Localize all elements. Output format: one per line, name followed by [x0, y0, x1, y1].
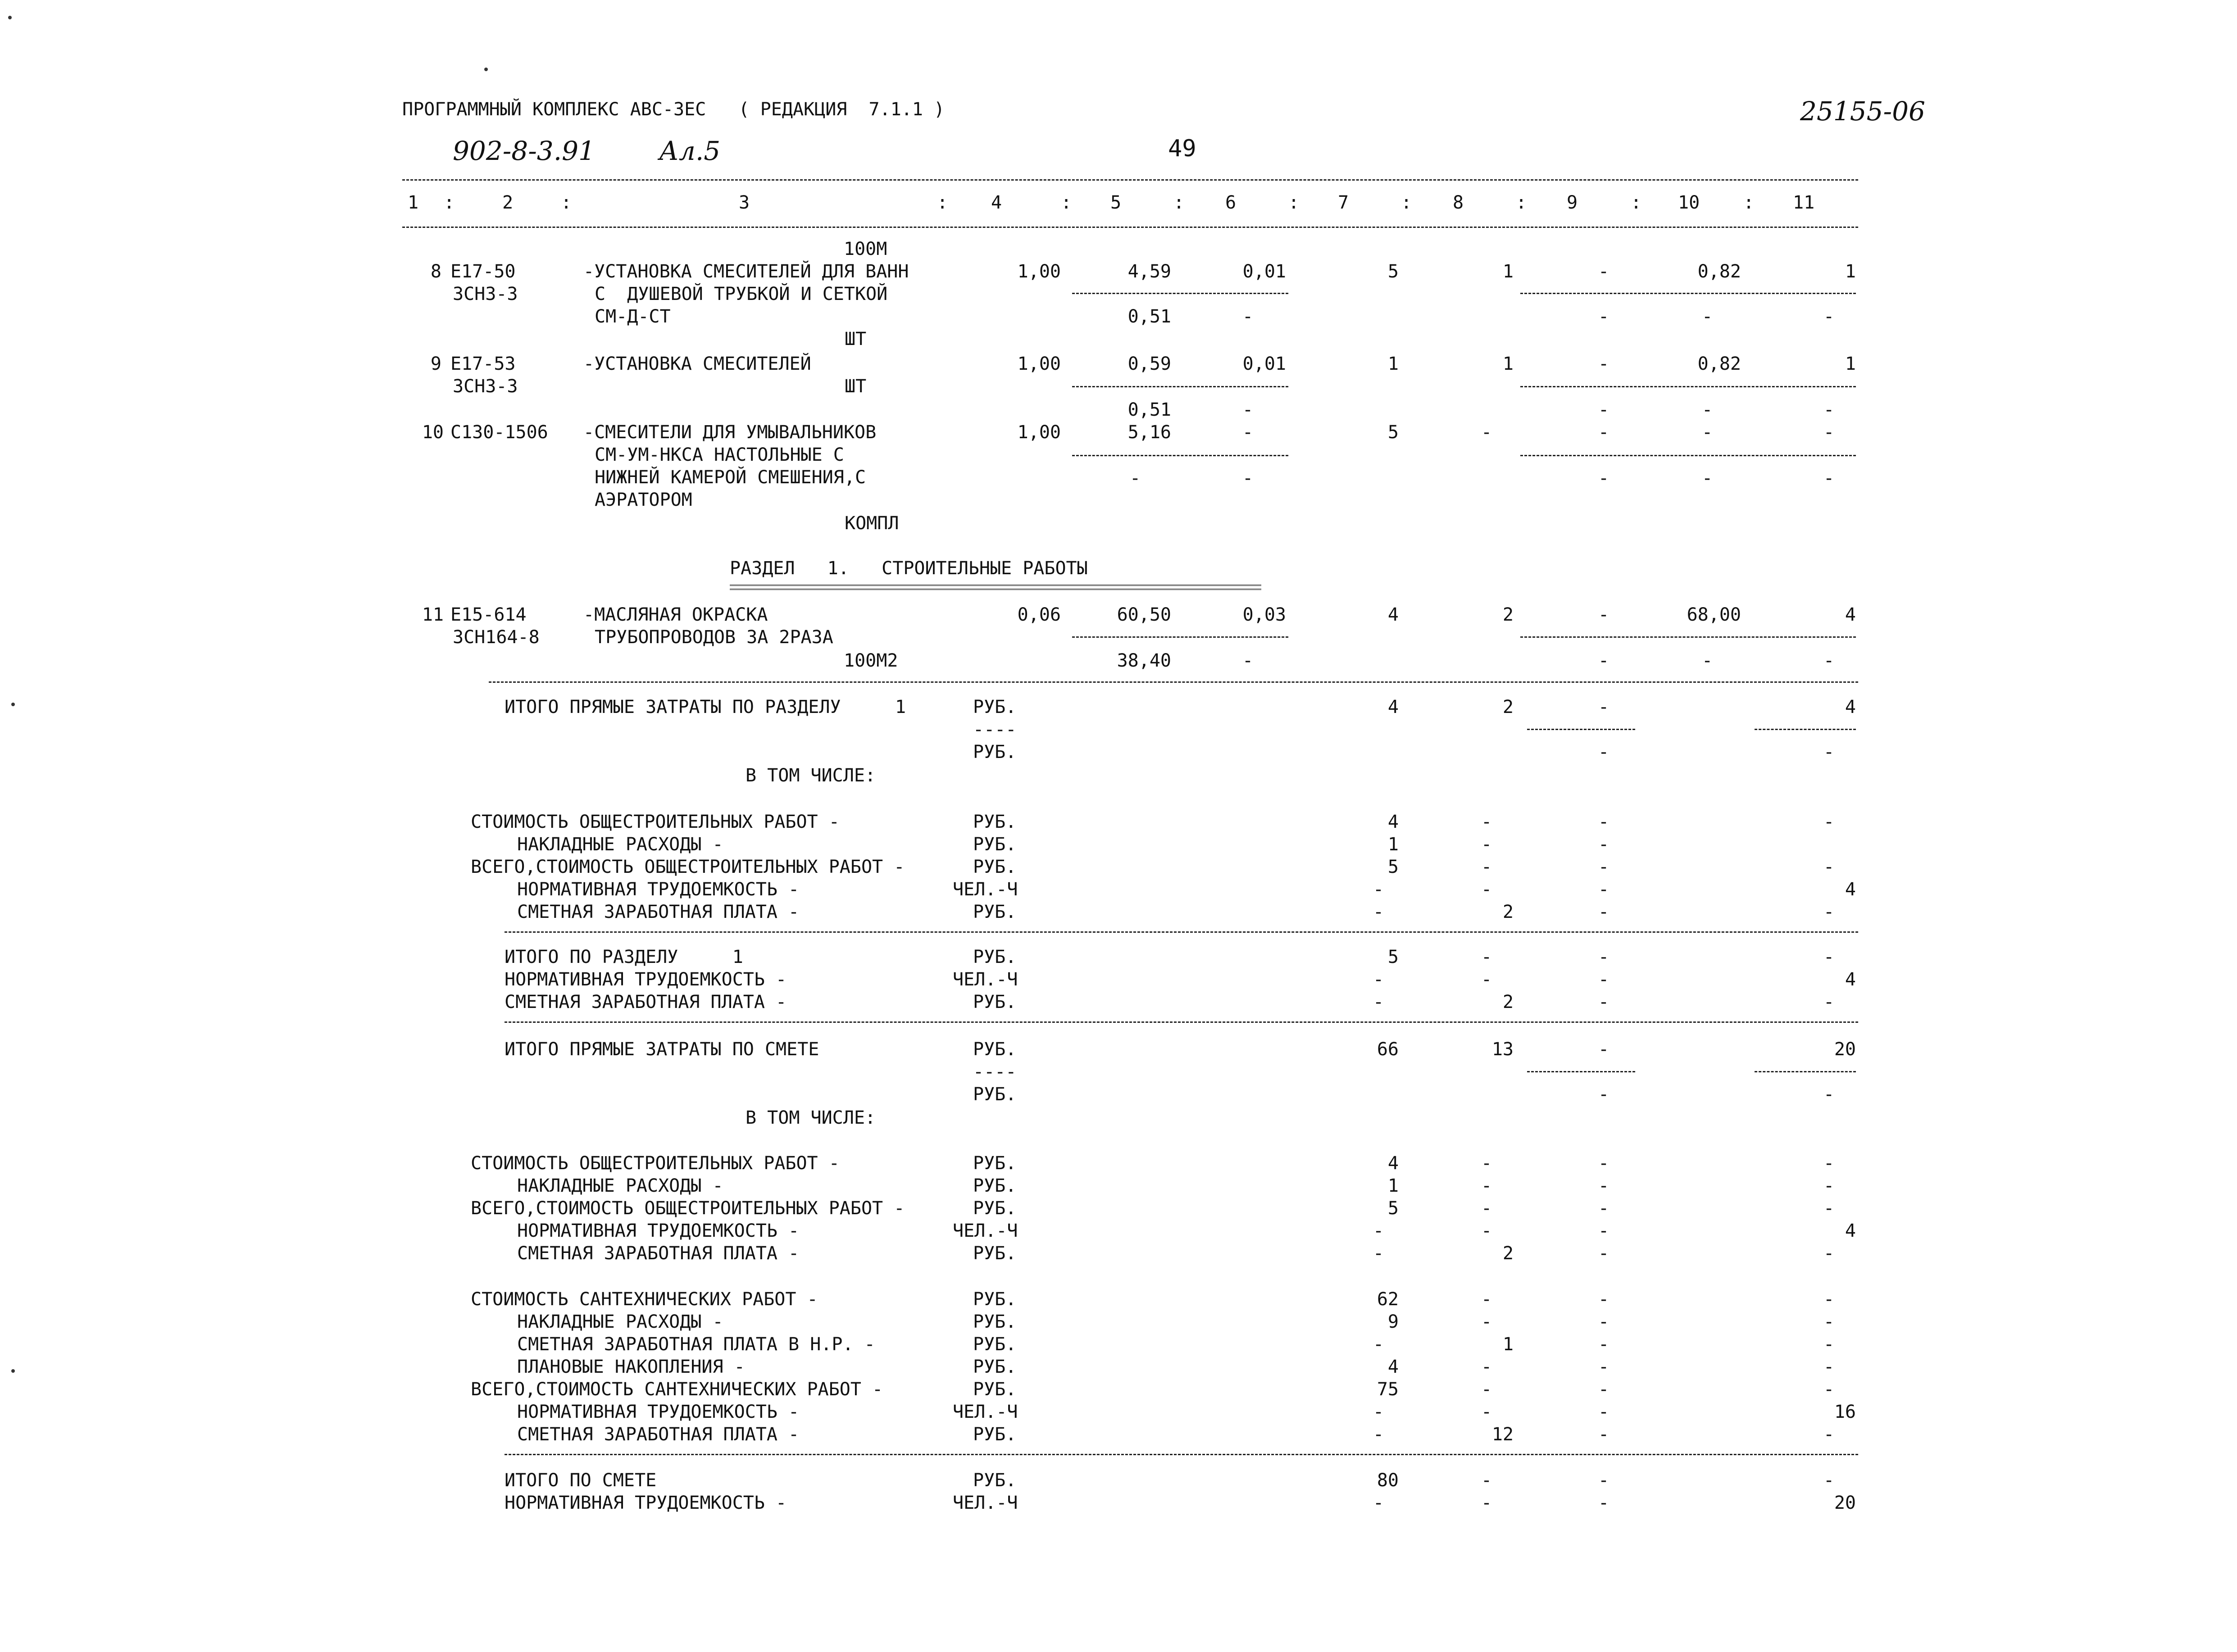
col-4: 4 [991, 192, 1002, 213]
value: - [1373, 879, 1384, 900]
rule [505, 931, 1858, 933]
cell-5: 0,51 [1128, 306, 1171, 327]
unit-rule: ---- [973, 719, 1017, 740]
sub-rule [1520, 386, 1856, 387]
cell-6: - [1242, 650, 1254, 671]
in-that-number: В ТОМ ЧИСЛЕ: [746, 765, 876, 786]
unit: РУБ. [973, 1175, 1017, 1196]
value: - [1598, 1198, 1610, 1219]
value: - [1823, 1243, 1835, 1264]
cell-11: 1 [1845, 261, 1856, 282]
row-code2: ЗСН3-3 [453, 284, 518, 304]
unit: ШТ [845, 329, 867, 349]
value: - [1481, 1153, 1492, 1174]
value: 5 [1387, 857, 1399, 877]
row-name: ТРУБОПРОВОДОВ ЗА 2РАЗА [595, 627, 833, 648]
unit: РУБ. [973, 1243, 1017, 1264]
value: - [1481, 1470, 1492, 1491]
value: - [1373, 1221, 1384, 1241]
cell-6: - [1242, 306, 1254, 327]
sub-rule [1527, 1071, 1635, 1072]
unit: РУБ. [973, 812, 1017, 832]
col-6: 6 [1225, 192, 1237, 213]
scan-speck [484, 68, 488, 71]
value: - [1823, 1198, 1835, 1219]
value: 4 [1387, 812, 1399, 832]
value: - [1373, 902, 1384, 922]
unit: ЧЕЛ.-Ч [953, 969, 1018, 990]
unit: РУБ. [973, 697, 1017, 717]
value: - [1481, 1175, 1492, 1196]
value: 2 [1502, 697, 1514, 717]
cell-5: - [1129, 468, 1141, 489]
value: 2 [1502, 1243, 1514, 1264]
value: - [1481, 857, 1492, 877]
col-10: 10 [1678, 192, 1700, 213]
col-9: 9 [1567, 192, 1578, 213]
value: 9 [1387, 1312, 1399, 1332]
cell-6: 0,01 [1242, 354, 1286, 374]
col-7: 7 [1338, 192, 1349, 213]
unit: РУБ. [973, 1312, 1017, 1332]
scan-speck [11, 1369, 15, 1373]
value: - [1373, 1334, 1384, 1355]
cell-9: - [1598, 468, 1610, 489]
value: - [1598, 1470, 1610, 1491]
summary-label: СТОИМОСТЬ ОБЩЕСТРОИТЕЛЬНЫХ РАБОТ - [471, 812, 840, 832]
project-code: 902-8-3.91 [453, 136, 595, 166]
rule [505, 1454, 1858, 1455]
col-11: 11 [1793, 192, 1815, 213]
cell-7: 4 [1387, 604, 1399, 625]
unit: РУБ. [973, 1039, 1017, 1060]
document-number: 25155-06 [1800, 96, 1925, 127]
summary-label: СТОИМОСТЬ САНТЕХНИЧЕСКИХ РАБОТ - [471, 1289, 818, 1310]
value: - [1598, 902, 1610, 922]
summary-label: ВСЕГО,СТОИМОСТЬ САНТЕХНИЧЕСКИХ РАБОТ - [471, 1379, 883, 1400]
value: 4 [1845, 1221, 1856, 1241]
cell-5: 4,59 [1128, 261, 1171, 282]
value: - [1481, 812, 1492, 832]
summary-label: ИТОГО ПО РАЗДЕЛУ 1 [505, 947, 743, 967]
unit: 100М2 [844, 650, 898, 671]
value: - [1823, 1175, 1835, 1196]
value: - [1373, 992, 1384, 1012]
value: 1 [1502, 1334, 1514, 1355]
row-num: 8 [430, 261, 441, 282]
row-name: СМ-УМ-НКСА НАСТОЛЬНЫЕ С [595, 445, 844, 465]
value: - [1823, 1334, 1835, 1355]
value: - [1373, 1402, 1384, 1422]
unit: РУБ. [973, 1424, 1017, 1445]
cell-4: 1,00 [1017, 261, 1061, 282]
cell-9: - [1598, 306, 1610, 327]
unit: РУБ. [973, 834, 1017, 855]
row-name: -МАСЛЯНАЯ ОКРАСКА [583, 604, 768, 625]
summary-label: ВСЕГО,СТОИМОСТЬ ОБЩЕСТРОИТЕЛЬНЫХ РАБОТ - [471, 857, 905, 877]
unit: РУБ. [973, 902, 1017, 922]
row-name: С ДУШЕВОЙ ТРУБКОЙ И СЕТКОЙ [595, 284, 888, 304]
value: - [1598, 947, 1610, 967]
row-name: НИЖНЕЙ КАМЕРОЙ СМЕШЕНИЯ,С [595, 467, 866, 488]
unit: РУБ. [973, 947, 1017, 967]
unit: РУБ. [973, 1289, 1017, 1310]
value: 5 [1387, 1198, 1399, 1219]
summary-label: СМЕТНАЯ ЗАРАБОТНАЯ ПЛАТА - [505, 992, 787, 1012]
unit: ЧЕЛ.-Ч [953, 1402, 1018, 1422]
cell-7: 5 [1387, 422, 1399, 443]
value: - [1481, 879, 1492, 900]
section-title: РАЗДЕЛ 1. СТРОИТЕЛЬНЫЕ РАБОТЫ [730, 558, 1088, 579]
col-sep: : [1173, 192, 1185, 213]
sub-rule [1072, 455, 1288, 456]
cell-10: - [1701, 306, 1713, 327]
cell-11: 1 [1845, 354, 1856, 374]
cell-11: - [1823, 468, 1835, 489]
value: - [1598, 1084, 1610, 1105]
unit: РУБ. [973, 1379, 1017, 1400]
header-rule-top [402, 179, 1858, 181]
value: 12 [1491, 1424, 1514, 1445]
sub-rule [1520, 455, 1856, 456]
summary-label: НАКЛАДНЫЕ РАСХОДЫ - [517, 834, 723, 855]
summary-label: СТОИМОСТЬ ОБЩЕСТРОИТЕЛЬНЫХ РАБОТ - [471, 1153, 840, 1174]
cell-8: 1 [1502, 354, 1514, 374]
value: - [1823, 1357, 1835, 1377]
summary-label: НАКЛАДНЫЕ РАСХОДЫ - [517, 1175, 723, 1196]
value: - [1598, 1312, 1610, 1332]
value: 66 [1377, 1039, 1399, 1060]
cell-11: 4 [1845, 604, 1856, 625]
col-sep: : [1061, 192, 1072, 213]
summary-label: ПЛАНОВЫЕ НАКОПЛЕНИЯ - [517, 1357, 745, 1377]
in-that-number: В ТОМ ЧИСЛЕ: [746, 1107, 876, 1128]
cell-7: 1 [1387, 354, 1399, 374]
value: - [1598, 697, 1610, 717]
summary-label: СМЕТНАЯ ЗАРАБОТНАЯ ПЛАТА В Н.Р. - [517, 1334, 875, 1355]
value: - [1598, 1289, 1610, 1310]
cell-6: 0,01 [1242, 261, 1286, 282]
summary-label: НОРМАТИВНАЯ ТРУДОЕМКОСТЬ - [517, 1221, 800, 1241]
cell-4: 1,00 [1017, 354, 1061, 374]
value: 75 [1377, 1379, 1399, 1400]
cell-9: - [1598, 354, 1610, 374]
value: 4 [1845, 969, 1856, 990]
unit: РУБ. [973, 1470, 1017, 1491]
cell-6: 0,03 [1242, 604, 1286, 625]
unit: РУБ. [973, 742, 1017, 762]
summary-label: НАКЛАДНЫЕ РАСХОДЫ - [517, 1312, 723, 1332]
cell-5: 0,59 [1128, 354, 1171, 374]
value: - [1598, 969, 1610, 990]
scan-speck [8, 16, 12, 19]
summary-label: ВСЕГО,СТОИМОСТЬ ОБЩЕСТРОИТЕЛЬНЫХ РАБОТ - [471, 1198, 905, 1219]
cell-6: - [1242, 468, 1254, 489]
col-sep: : [1631, 192, 1642, 213]
summary-label: СМЕТНАЯ ЗАРАБОТНАЯ ПЛАТА - [517, 1243, 800, 1264]
unit: 100М [844, 239, 887, 259]
value: - [1481, 1379, 1492, 1400]
unit-rule: ---- [973, 1062, 1017, 1082]
col-sep: : [1288, 192, 1300, 213]
row-code2: ЗСН164-8 [453, 627, 540, 648]
row-num: 11 [422, 604, 444, 625]
summary-label: СМЕТНАЯ ЗАРАБОТНАЯ ПЛАТА - [517, 1424, 800, 1445]
sub-rule [1520, 636, 1856, 638]
cell-6: - [1242, 399, 1254, 420]
cell-9: - [1598, 604, 1610, 625]
value: - [1598, 834, 1610, 855]
unit: ЧЕЛ.-Ч [953, 879, 1018, 900]
sub-rule [1072, 293, 1288, 294]
value: - [1598, 1243, 1610, 1264]
cell-4: 0,06 [1017, 604, 1061, 625]
value: - [1373, 969, 1384, 990]
value: 2 [1502, 992, 1514, 1012]
value: - [1598, 1493, 1610, 1513]
cell-5: 5,16 [1128, 422, 1171, 443]
col-3: 3 [739, 192, 750, 213]
cell-5: 38,40 [1117, 650, 1171, 671]
value: - [1823, 1424, 1835, 1445]
value: - [1823, 1379, 1835, 1400]
col-sep: : [1401, 192, 1412, 213]
summary-label: ИТОГО ПРЯМЫЕ ЗАТРАТЫ ПО РАЗДЕЛУ 1 [505, 697, 906, 717]
value: - [1598, 1357, 1610, 1377]
value: - [1823, 812, 1835, 832]
value: - [1598, 879, 1610, 900]
value: 2 [1502, 902, 1514, 922]
cell-10: - [1701, 399, 1713, 420]
row-num: 10 [422, 422, 444, 443]
row-name: -УСТАНОВКА СМЕСИТЕЛЕЙ ДЛЯ ВАНН [583, 261, 909, 282]
value: 20 [1834, 1039, 1856, 1060]
sub-rule [1527, 729, 1635, 730]
cell-4: 1,00 [1017, 422, 1061, 443]
col-8: 8 [1453, 192, 1464, 213]
unit: РУБ. [973, 1334, 1017, 1355]
value: 4 [1387, 697, 1399, 717]
cell-10: - [1701, 650, 1713, 671]
value: - [1598, 1334, 1610, 1355]
value: - [1598, 1402, 1610, 1422]
value: - [1373, 1243, 1384, 1264]
cell-11: - [1823, 399, 1835, 420]
value: 1 [1387, 834, 1399, 855]
sub-rule [1520, 293, 1856, 294]
value: 1 [1387, 1175, 1399, 1196]
unit: РУБ. [973, 992, 1017, 1012]
value: 5 [1387, 947, 1399, 967]
album-label: Ал.5 [659, 136, 721, 166]
col-1: 1 [408, 192, 419, 213]
cell-9: - [1598, 399, 1610, 420]
cell-9: - [1598, 261, 1610, 282]
unit: КОМПЛ [845, 513, 899, 534]
unit: ЧЕЛ.-Ч [953, 1493, 1018, 1513]
col-sep: : [1743, 192, 1755, 213]
value: - [1481, 1289, 1492, 1310]
value: - [1598, 742, 1610, 762]
unit: ЧЕЛ.-Ч [953, 1221, 1018, 1241]
value: - [1481, 1357, 1492, 1377]
summary-label: ИТОГО ПРЯМЫЕ ЗАТРАТЫ ПО СМЕТЕ [505, 1039, 819, 1060]
value: - [1598, 1424, 1610, 1445]
value: - [1481, 1312, 1492, 1332]
value: - [1823, 1153, 1835, 1174]
cell-5: 60,50 [1117, 604, 1171, 625]
value: 62 [1377, 1289, 1399, 1310]
value: - [1823, 857, 1835, 877]
value: 16 [1834, 1402, 1856, 1422]
value: - [1481, 1493, 1492, 1513]
value: - [1373, 1493, 1384, 1513]
section-underline [730, 585, 1261, 590]
cell-8: - [1481, 422, 1492, 443]
row-name: -СМЕСИТЕЛИ ДЛЯ УМЫВАЛЬНИКОВ [583, 422, 877, 443]
value: - [1481, 1402, 1492, 1422]
cell-7: 5 [1387, 261, 1399, 282]
unit: РУБ. [973, 1198, 1017, 1219]
cell-10: 0,82 [1697, 354, 1741, 374]
value: - [1823, 1289, 1835, 1310]
page-number: 49 [1168, 135, 1196, 162]
summary-label: НОРМАТИВНАЯ ТРУДОЕМКОСТЬ - [505, 969, 787, 990]
value: - [1598, 1153, 1610, 1174]
col-sep: : [561, 192, 572, 213]
value: - [1823, 902, 1835, 922]
cell-11: - [1823, 422, 1835, 443]
cell-11: - [1823, 306, 1835, 327]
col-sep: : [444, 192, 455, 213]
value: - [1598, 1039, 1610, 1060]
value: 13 [1491, 1039, 1514, 1060]
col-sep: : [1516, 192, 1527, 213]
unit: РУБ. [973, 1357, 1017, 1377]
row-name: СМ-Д-СТ [595, 306, 671, 327]
cell-8: 2 [1502, 604, 1514, 625]
value: 20 [1834, 1493, 1856, 1513]
cell-6: - [1242, 422, 1254, 443]
value: - [1481, 1198, 1492, 1219]
value: - [1598, 1221, 1610, 1241]
cell-9: - [1598, 650, 1610, 671]
sub-rule [1755, 729, 1856, 730]
unit: РУБ. [973, 1153, 1017, 1174]
col-5: 5 [1110, 192, 1122, 213]
summary-label: ИТОГО ПО СМЕТЕ [505, 1470, 657, 1491]
rule [489, 681, 1858, 683]
unit: ШТ [845, 376, 867, 397]
value: - [1823, 1084, 1835, 1105]
row-code: С130-1506 [450, 422, 548, 443]
value: - [1598, 812, 1610, 832]
value: 4 [1387, 1357, 1399, 1377]
unit: РУБ. [973, 1084, 1017, 1105]
summary-label: НОРМАТИВНАЯ ТРУДОЕМКОСТЬ - [517, 1402, 800, 1422]
value: 4 [1845, 697, 1856, 717]
value: - [1481, 1221, 1492, 1241]
row-num: 9 [430, 354, 441, 374]
value: - [1823, 1312, 1835, 1332]
cell-10: - [1701, 468, 1713, 489]
row-code: Е17-50 [450, 261, 516, 282]
program-title: ПРОГРАММНЫЙ КОМПЛЕКС АВС-ЗЕС ( РЕДАКЦИЯ 7.1.1 ) [402, 99, 945, 120]
cell-10: 0,82 [1697, 261, 1741, 282]
value: - [1481, 969, 1492, 990]
cell-10: 68,00 [1687, 604, 1741, 625]
summary-label: СМЕТНАЯ ЗАРАБОТНАЯ ПЛАТА - [517, 902, 800, 922]
value: - [1598, 857, 1610, 877]
value: - [1823, 947, 1835, 967]
value: 4 [1845, 879, 1856, 900]
cell-5: 0,51 [1128, 399, 1171, 420]
value: - [1481, 947, 1492, 967]
value: 4 [1387, 1153, 1399, 1174]
cell-9: - [1598, 422, 1610, 443]
cell-10: - [1701, 422, 1713, 443]
cell-8: 1 [1502, 261, 1514, 282]
scan-speck [11, 703, 15, 706]
unit: РУБ. [973, 857, 1017, 877]
sub-rule [1072, 636, 1288, 638]
col-sep: : [937, 192, 948, 213]
summary-label: НОРМАТИВНАЯ ТРУДОЕМКОСТЬ - [505, 1493, 787, 1513]
header-rule-bottom [402, 227, 1858, 228]
summary-label: НОРМАТИВНАЯ ТРУДОЕМКОСТЬ - [517, 879, 800, 900]
col-2: 2 [502, 192, 514, 213]
value: 80 [1377, 1470, 1399, 1491]
rule [505, 1021, 1858, 1023]
value: - [1823, 742, 1835, 762]
sub-rule [1755, 1071, 1856, 1072]
value: - [1598, 1175, 1610, 1196]
cell-11: - [1823, 650, 1835, 671]
row-code2: ЗСН3-3 [453, 376, 518, 397]
value: - [1598, 992, 1610, 1012]
value: - [1373, 1424, 1384, 1445]
row-name: АЭРАТОРОМ [595, 490, 692, 510]
row-code: Е15-614 [450, 604, 527, 625]
value: - [1481, 834, 1492, 855]
value: - [1823, 992, 1835, 1012]
sub-rule [1072, 386, 1288, 387]
value: - [1823, 1470, 1835, 1491]
row-code: Е17-53 [450, 354, 516, 374]
row-name: -УСТАНОВКА СМЕСИТЕЛЕЙ [583, 354, 811, 374]
value: - [1598, 1379, 1610, 1400]
